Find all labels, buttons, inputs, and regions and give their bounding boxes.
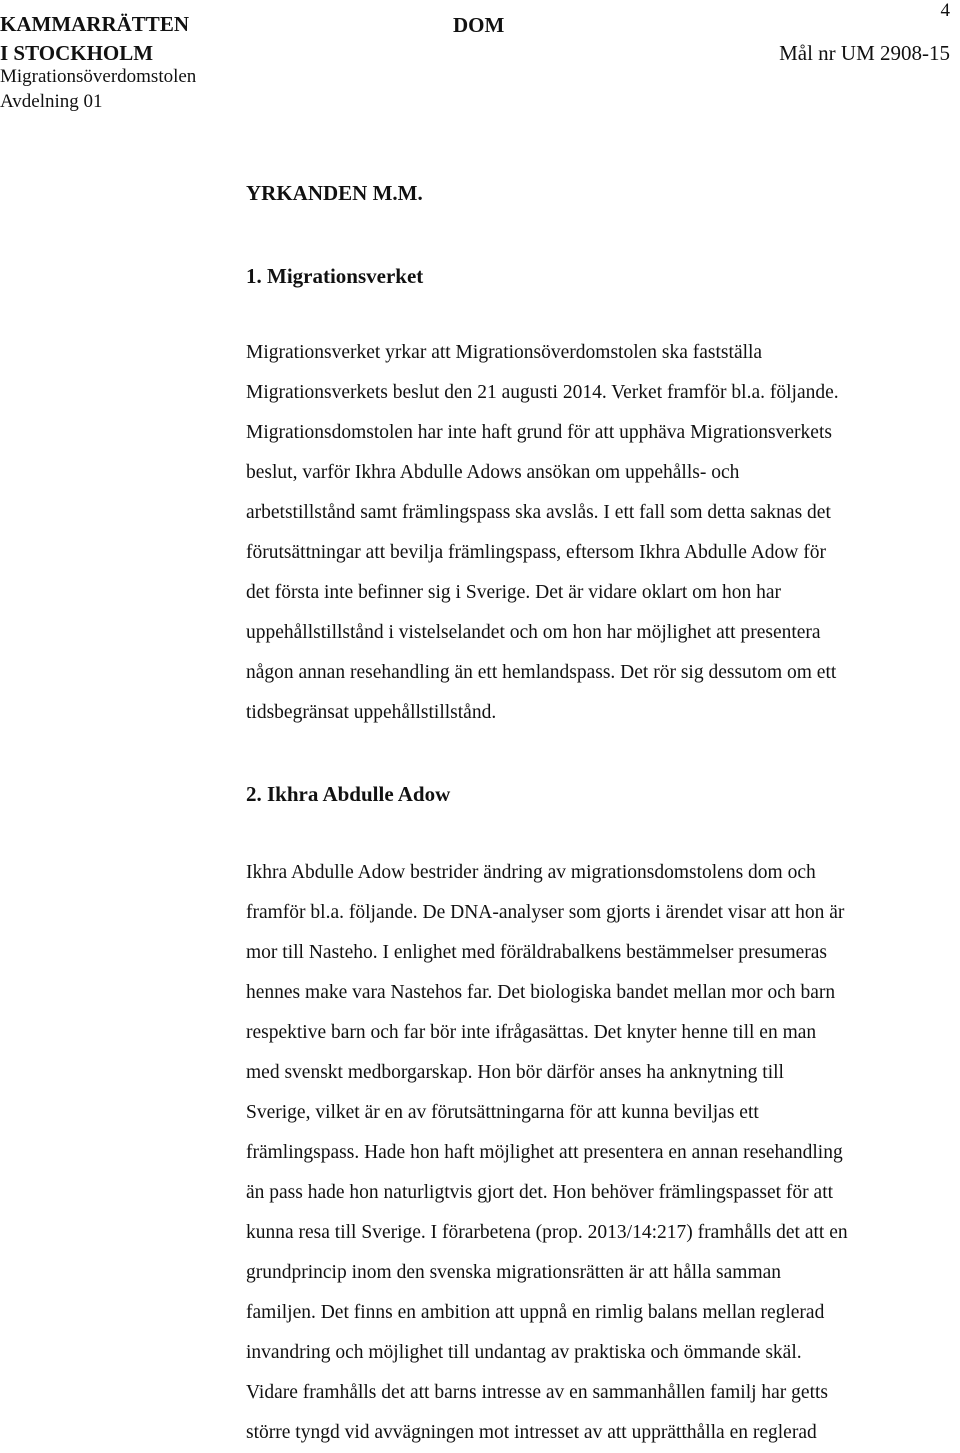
subsection-title-migrationsverket: 1. Migrationsverket	[246, 264, 424, 288]
case-number: Mål nr UM 2908-15	[779, 41, 950, 65]
text-line: Sverige, vilket är en av förutsättningarna för att kunna beviljas ett	[246, 1102, 759, 1123]
paragraph-migrationsverket	[246, 333, 960, 733]
text-line: grundprincip inom den svenska migrationsrätten är att hålla samman	[246, 1262, 782, 1283]
text-line: Vidare framhålls det att barns intresse av en sammanhållen familj har getts	[246, 1382, 829, 1403]
text-line: kunna resa till Sverige. I förarbetena (prop. 2013/14:217) framhålls det att en	[246, 1222, 848, 1243]
division-unit: Avdelning 01	[0, 91, 103, 112]
division-name: Migrationsöverdomstolen	[0, 66, 197, 87]
text-line: större tyngd vid avvägningen mot intresset av att upprätthålla en reglerad	[246, 1422, 817, 1443]
page-number: 4	[940, 0, 950, 21]
text-line: Migrationsverket yrkar att Migrationsöverdomstolen ska fastställa	[246, 342, 763, 363]
text-line: uppehållstillstånd i vistelselandet och om hon har möjlighet att presentera	[246, 622, 821, 643]
text-line: någon annan resehandling än ett hemlandspass. Det rör sig dessutom om ett	[246, 662, 837, 683]
text-line: med svenskt medborgarskap. Hon bör därför anses ha anknytning till	[246, 1062, 784, 1083]
text-line: förutsättningar att bevilja främlingspass, eftersom Ikhra Abdulle Adow för	[246, 542, 826, 563]
section-title: YRKANDEN M.M.	[246, 181, 423, 205]
text-line: mor till Nasteho. I enlighet med föräldrabalkens bestämmelser presumeras	[246, 942, 828, 963]
court-name-line2: I STOCKHOLM	[0, 41, 154, 65]
court-name	[0, 10, 189, 68]
text-line: beslut, varför Ikhra Abdulle Adows ansökan om uppehålls- och	[246, 462, 740, 483]
court-name-line1: KAMMARRÄTTEN	[0, 12, 189, 36]
text-line: Migrationsdomstolen har inte haft grund för att upphäva Migrationsverkets	[246, 422, 832, 443]
document-type: DOM	[453, 13, 505, 37]
text-line: tidsbegränsat uppehållstillstånd.	[246, 702, 497, 723]
text-line: familjen. Det finns en ambition att uppnå en rimlig balans mellan reglerad	[246, 1302, 825, 1323]
text-line: invandring och möjlighet till undantag av praktiska och ömmande skäl.	[246, 1342, 802, 1363]
paragraph-ikhra-abdulle-adow	[246, 853, 960, 1453]
text-line: Migrationsverkets beslut den 21 augusti 2014. Verket framför bl.a. följande.	[246, 382, 839, 403]
text-line: det första inte befinner sig i Sverige. Det är vidare oklart om hon har	[246, 582, 781, 603]
text-line: främlingspass. Hade hon haft möjlighet att presentera en annan resehandling	[246, 1142, 843, 1163]
division-info	[0, 64, 196, 114]
subsection-title-ikhra-abdulle-adow: 2. Ikhra Abdulle Adow	[246, 782, 451, 806]
text-line: Ikhra Abdulle Adow bestrider ändring av migrationsdomstolens dom och	[246, 862, 816, 883]
text-line: framför bl.a. följande. De DNA-analyser som gjorts i ärendet visar att hon är	[246, 902, 845, 923]
text-line: arbetstillstånd samt främlingspass ska avslås. I ett fall som detta saknas det	[246, 502, 831, 523]
text-line: hennes make vara Nastehos far. Det biologiska bandet mellan mor och barn	[246, 982, 836, 1003]
text-line: respektive barn och far bör inte ifrågasättas. Det knyter henne till en man	[246, 1022, 817, 1043]
text-line: än pass hade hon naturligtvis gjort det. Hon behöver främlingspasset för att	[246, 1182, 834, 1203]
